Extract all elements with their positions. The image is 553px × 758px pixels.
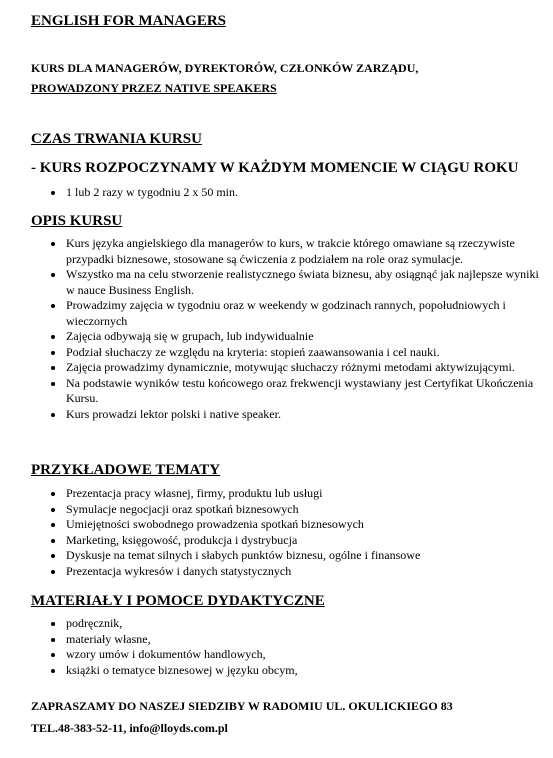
bullet-icon <box>51 508 55 512</box>
bullet-icon <box>51 242 55 246</box>
list-item: Prezentacja wykresów i danych statystycznych <box>0 564 553 580</box>
address-line: ZAPRASZAMY DO NASZEJ SIEDZIBY W RADOMIU UL. OKULICKIEGO 83 <box>31 699 453 713</box>
topics-list <box>0 486 553 579</box>
contact-line: TEL.48-383-52-11, info@lloyds.com.pl <box>31 721 228 735</box>
bullet-icon <box>51 653 55 657</box>
materials-list <box>0 616 553 678</box>
duration-heading: CZAS TRWANIA KURSU <box>31 131 202 147</box>
list-item: Podział słuchaczy ze względu na kryteria: stopień zaawansowania i cel nauki. <box>0 345 553 361</box>
list-item: Dyskusje na temat silnych i słabych punktów biznesu, ogólne i finansowe <box>0 548 553 564</box>
course-start-line: - KURS ROZPOCZYNAMY W KAŻDYM MOMENCIE W CIĄGU ROKU <box>31 160 519 176</box>
description-heading: OPIS KURSU <box>31 213 123 229</box>
bullet-icon <box>51 304 55 308</box>
bullet-icon <box>51 351 55 355</box>
topics-heading: PRZYKŁADOWE TEMATY <box>31 462 221 478</box>
list-item: Prowadzimy zajęcia w tygodniu oraz w weekendy w godzinach rannych, popołudniowych i wieczornych <box>0 298 553 329</box>
bullet-icon <box>51 539 55 543</box>
bullet-icon <box>51 638 55 642</box>
bullet-icon <box>51 669 55 673</box>
list-item: Symulacje negocjacji oraz spotkań biznesowych <box>0 502 553 518</box>
list-item: 1 lub 2 razy w tygodniu 2 x 50 min. <box>0 185 553 201</box>
bullet-icon <box>51 622 55 626</box>
list-item: Wszystko ma na celu stworzenie realistycznego świata biznesu, aby osiągnąć jak najlepsze wyniki w nauce Business English. <box>0 267 553 298</box>
list-item: książki o tematyce biznesowej w języku obcym, <box>0 663 553 679</box>
subtitle-audience: KURS DLA MANAGERÓW, DYREKTORÓW, CZŁONKÓW ZARZĄDU, <box>31 61 419 75</box>
subtitle-native-speakers: PROWADZONY PRZEZ NATIVE SPEAKERS <box>31 81 277 95</box>
bullet-icon <box>51 413 55 417</box>
duration-list <box>0 185 553 201</box>
list-item: Marketing, księgowość, produkcja i dystrybucja <box>0 533 553 549</box>
bullet-icon <box>51 523 55 527</box>
list-item: Zajęcia prowadzimy dynamicznie, motywując słuchaczy różnymi metodami aktywizującymi. <box>0 360 553 376</box>
description-list <box>0 236 553 422</box>
list-item: Prezentacja pracy własnej, firmy, produktu lub usługi <box>0 486 553 502</box>
list-item: Zajęcia odbywają się w grupach, lub indywidualnie <box>0 329 553 345</box>
bullet-icon <box>51 335 55 339</box>
list-item: Kurs języka angielskiego dla managerów to kurs, w trakcie którego omawiane są rzeczywiste przypadki biznesowe, stosowane są ćwiczenia z podziałem na role oraz symulacje. <box>0 236 553 267</box>
bullet-icon <box>51 554 55 558</box>
list-item: materiały własne, <box>0 632 553 648</box>
list-item: Umiejętności swobodnego prowadzenia spotkań biznesowych <box>0 517 553 533</box>
list-item: wzory umów i dokumentów handlowych, <box>0 647 553 663</box>
list-item: podręcznik, <box>0 616 553 632</box>
bullet-icon <box>51 366 55 370</box>
bullet-icon <box>51 492 55 496</box>
bullet-icon <box>51 382 55 386</box>
materials-heading: MATERIAŁY I POMOCE DYDAKTYCZNE <box>31 593 325 609</box>
list-item: Na podstawie wyników testu końcowego oraz frekwencji wystawiany jest Certyfikat Ukończenia Kursu. <box>0 376 553 407</box>
list-item: Kurs prowadzi lektor polski i native speaker. <box>0 407 553 423</box>
document-title: ENGLISH FOR MANAGERS <box>31 13 227 29</box>
bullet-icon <box>51 273 55 277</box>
bullet-icon <box>51 191 55 195</box>
bullet-icon <box>51 570 55 574</box>
